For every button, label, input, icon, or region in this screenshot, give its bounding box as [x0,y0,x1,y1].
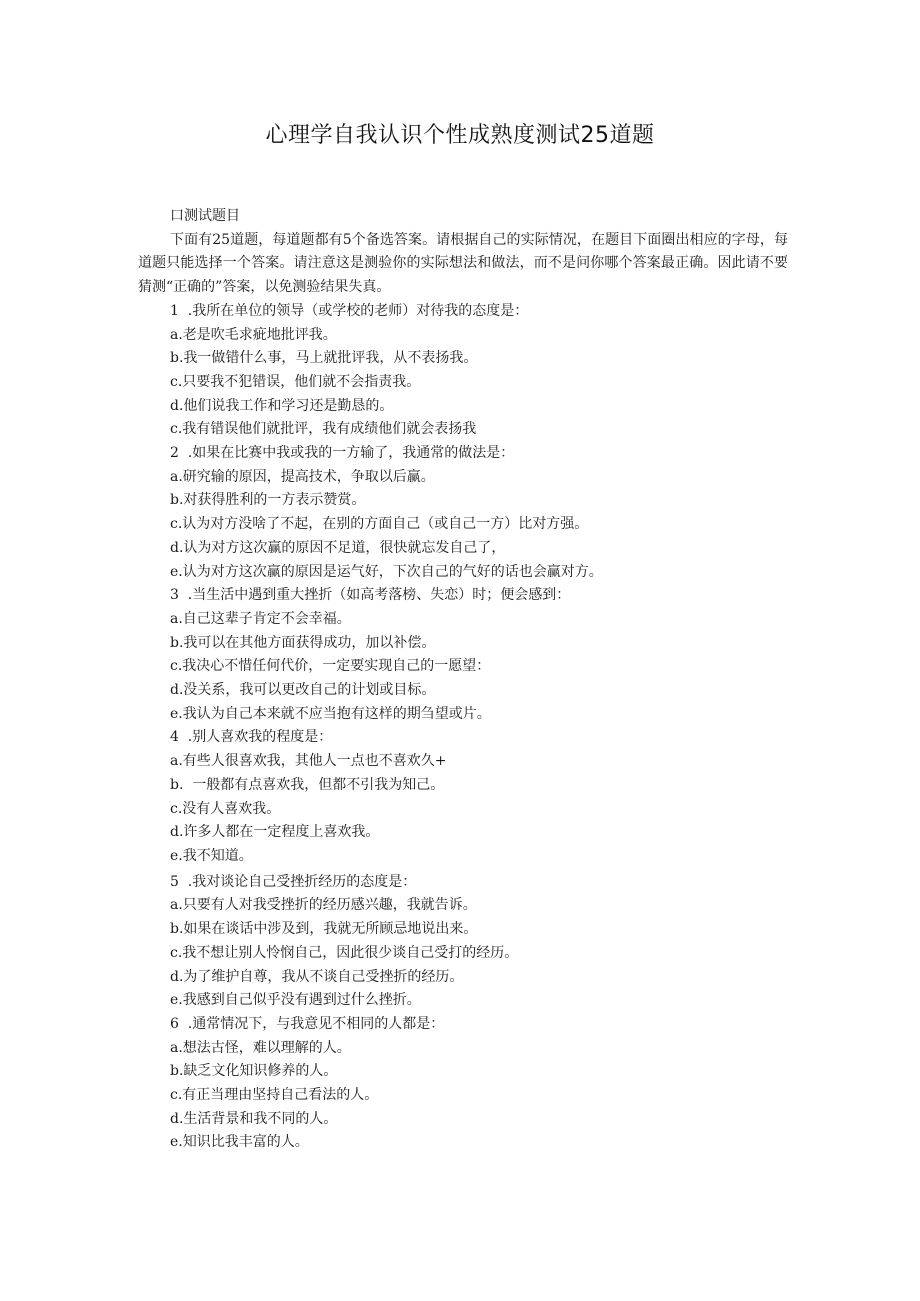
question-prompt: 1 .我所在单位的领导（或学校的老师）对待我的态度是： [170,302,529,319]
answer-option: e.我感到自己似乎没有遇到过什么挫折。 [170,992,421,1009]
answer-option: d.认为对方这次赢的原因不足道，很快就忘发自己了， [170,539,506,556]
answer-option: b.对获得胜利的一方表示赞赏。 [170,492,366,509]
answer-option: d.没关系，我可以更改自己的计划或目标。 [170,682,436,699]
answer-option: e.我不知道。 [170,847,253,864]
answer-option: d.他们说我工作和学习还是勤恳的。 [170,397,394,414]
answer-option: c.没有人喜欢我。 [170,800,281,817]
answer-option: c.有正当理由坚持自己看法的人。 [170,1087,379,1104]
question-prompt: 2 .如果在比赛中我或我的一方输了，我通常的做法是： [170,445,515,462]
section-heading: 口测试题目 [170,208,240,224]
answer-option: c.只要我不犯错误，他们就不会指责我。 [170,373,421,390]
answer-option: c.我决心不惜任何代价，一定要实现自己的一愿望： [170,658,491,675]
document-title: 心理学自我认识个性成熟度测试25道题 [265,123,655,148]
answer-option: a.研究输的原因，提高技术，争取以后赢。 [170,468,435,485]
answer-option: d.许多人都在一定程度上喜欢我。 [170,824,380,841]
question-prompt: 5 .我对谈论自己受挫折经历的态度是： [170,873,417,890]
question-prompt: 4 .别人喜欢我的程度是： [170,729,333,746]
answer-option: c.认为对方没啥了不起，在别的方面自己（或自己一方）比对方强。 [170,516,589,533]
question-prompt: 6 .通常情况下，与我意见不相同的人都是： [170,1015,445,1032]
answer-option: c.我不想让别人怜悯自己，因此很少谈自己受打的经历。 [170,944,519,961]
answer-option: a.想法古怪，难以理解的人。 [170,1039,351,1056]
answer-option: d.生活背景和我不同的人。 [170,1110,338,1127]
answer-option: e.认为对方这次赢的原因是运气好，下次自己的气好的话也会赢对方。 [170,563,603,580]
answer-option: e.知识比我丰富的人。 [170,1134,309,1151]
answer-option: b.我一做错什么事，马上就批评我，从不表扬我。 [170,350,478,367]
answer-option: e.我认为自己本来就不应当抱有这样的期刍望或片。 [170,705,491,722]
answer-option: a.有些人很喜欢我，其他人一点也不喜欢久+ [170,753,447,770]
question-prompt: 3 .当生活中遇到重大挫折（如高考落榜、失恋）时；便会感到： [170,587,571,604]
answer-option: a.只要有人对我受挫折的经历感兴趣，我就告诉。 [170,897,477,914]
answer-option: b.我可以在其他方面获得成功，加以补偿。 [170,634,436,651]
document-body [138,205,788,1155]
answer-option: b.缺乏文化知识修养的人。 [170,1063,338,1080]
answer-option: b. 一般都有点喜欢我，但都不引我为知己。 [170,776,445,793]
answer-option: c.我有错误他们就批评，我有成绩他们就会表扬我 [170,421,477,438]
answer-option: d.为了维护自尊，我从不谈自己受挫折的经历。 [170,968,464,985]
answer-option: b.如果在谈话中涉及到，我就无所顾忌地说出来。 [170,921,478,938]
answer-option: a.自己这辈子肯定不会幸福。 [170,610,351,627]
answer-option: a.老是吹毛求疵地批评我。 [170,326,337,343]
intro-paragraph: 下面有25道题，每道题都有5个备选答案。请根据自己的实际情况，在题目下面圈出相应的字母，每道题只能选择一个答案。请注意这是测验你的实际想法和做法，而不是问你哪个答案最正确。因此请不要猜测“正确的”答案，以免测验结果失真。 [138,231,788,296]
